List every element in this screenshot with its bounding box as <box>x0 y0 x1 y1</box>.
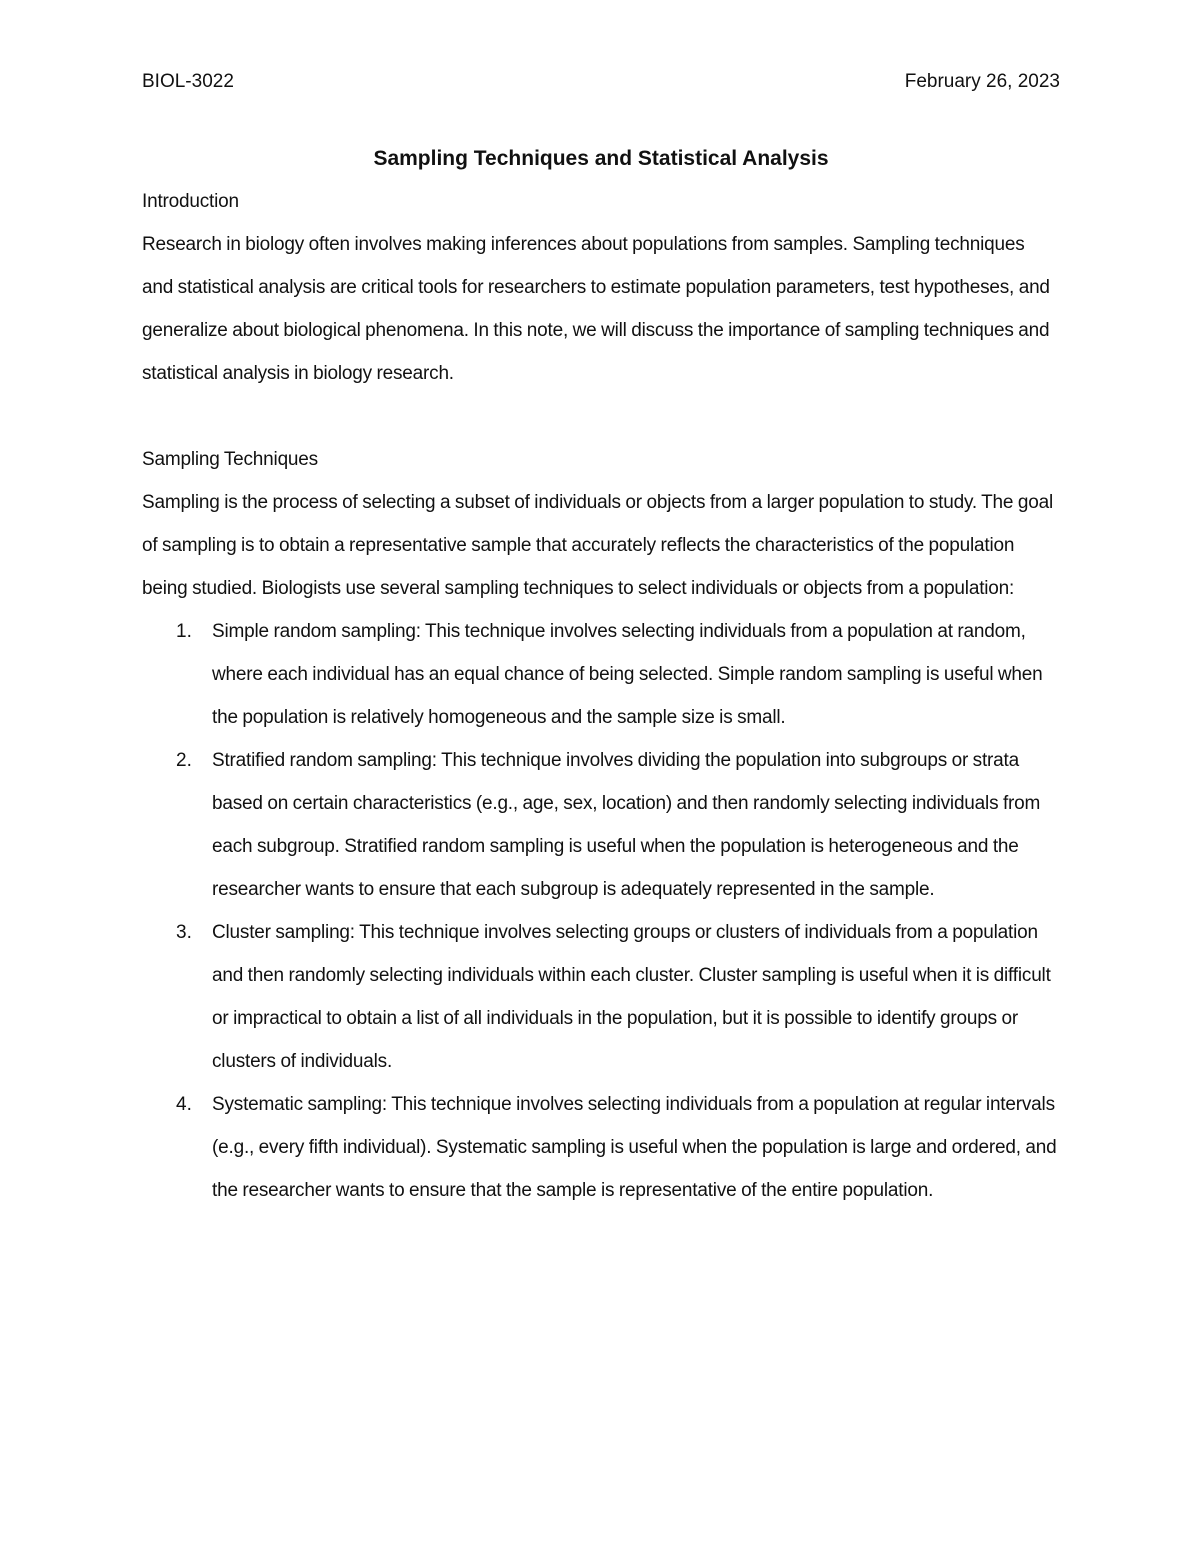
list-item-number: 3. <box>176 922 192 943</box>
sampling-techniques-heading: Sampling Techniques <box>142 449 318 470</box>
list-item <box>142 739 1060 911</box>
list-item-text: Simple random sampling: This technique involves selecting individuals from a population at random, where each individual has an equal chance of being selected. Simple random sampling is useful when the population is relatively homogeneous and the sample size is small. <box>212 621 1043 728</box>
list-item <box>142 1083 1060 1212</box>
introduction-paragraph: Research in biology often involves making inferences about populations from samples. Sampling techniques and statistical analysis are critical tools for researchers to estimate population parameters, test hypotheses, and generalize about biological phenomena. In this note, we will discuss the importance of sampling techniques and statistical analysis in biology research. <box>142 234 1050 384</box>
document-date: February 26, 2023 <box>904 71 1060 92</box>
list-item <box>142 911 1060 1083</box>
document-page <box>142 68 1060 1212</box>
document-title: Sampling Techniques and Statistical Analysis <box>373 147 829 170</box>
list-item-text: Stratified random sampling: This technique involves dividing the population into subgroups or strata based on certain characteristics (e.g., age, sex, location) and then randomly selecting individuals from each subgroup. Stratified random sampling is useful when the population is heterogeneous and the researcher wants to ensure that each subgroup is adequately represented in the sample. <box>212 750 1041 900</box>
list-item-number: 4. <box>176 1094 192 1115</box>
list-item-number: 1. <box>176 621 192 642</box>
introduction-heading: Introduction <box>142 191 239 212</box>
course-code: BIOL-3022 <box>142 71 234 92</box>
page-header <box>142 68 1060 102</box>
sampling-techniques-paragraph: Sampling is the process of selecting a subset of individuals or objects from a larger population to study. The goal of sampling is to obtain a representative sample that accurately reflects the characteristics of the population being studied. Biologists use several sampling techniques to select individuals or objects from a population: <box>142 492 1053 599</box>
list-item-text: Cluster sampling: This technique involves selecting groups or clusters of individuals from a population and then randomly selecting individuals within each cluster. Cluster sampling is useful when it is difficult or impractical to obtain a list of all individuals in the population, but it is possible to identify groups or clusters of individuals. <box>212 922 1051 1072</box>
list-item <box>142 610 1060 739</box>
sampling-techniques-list <box>142 610 1060 1212</box>
list-item-number: 2. <box>176 750 192 771</box>
list-item-text: Systematic sampling: This technique involves selecting individuals from a population at regular intervals (e.g., every fifth individual). Systematic sampling is useful when the population is large and ordered, and the researcher wants to ensure that the sample is representative of the entire population. <box>212 1094 1057 1201</box>
